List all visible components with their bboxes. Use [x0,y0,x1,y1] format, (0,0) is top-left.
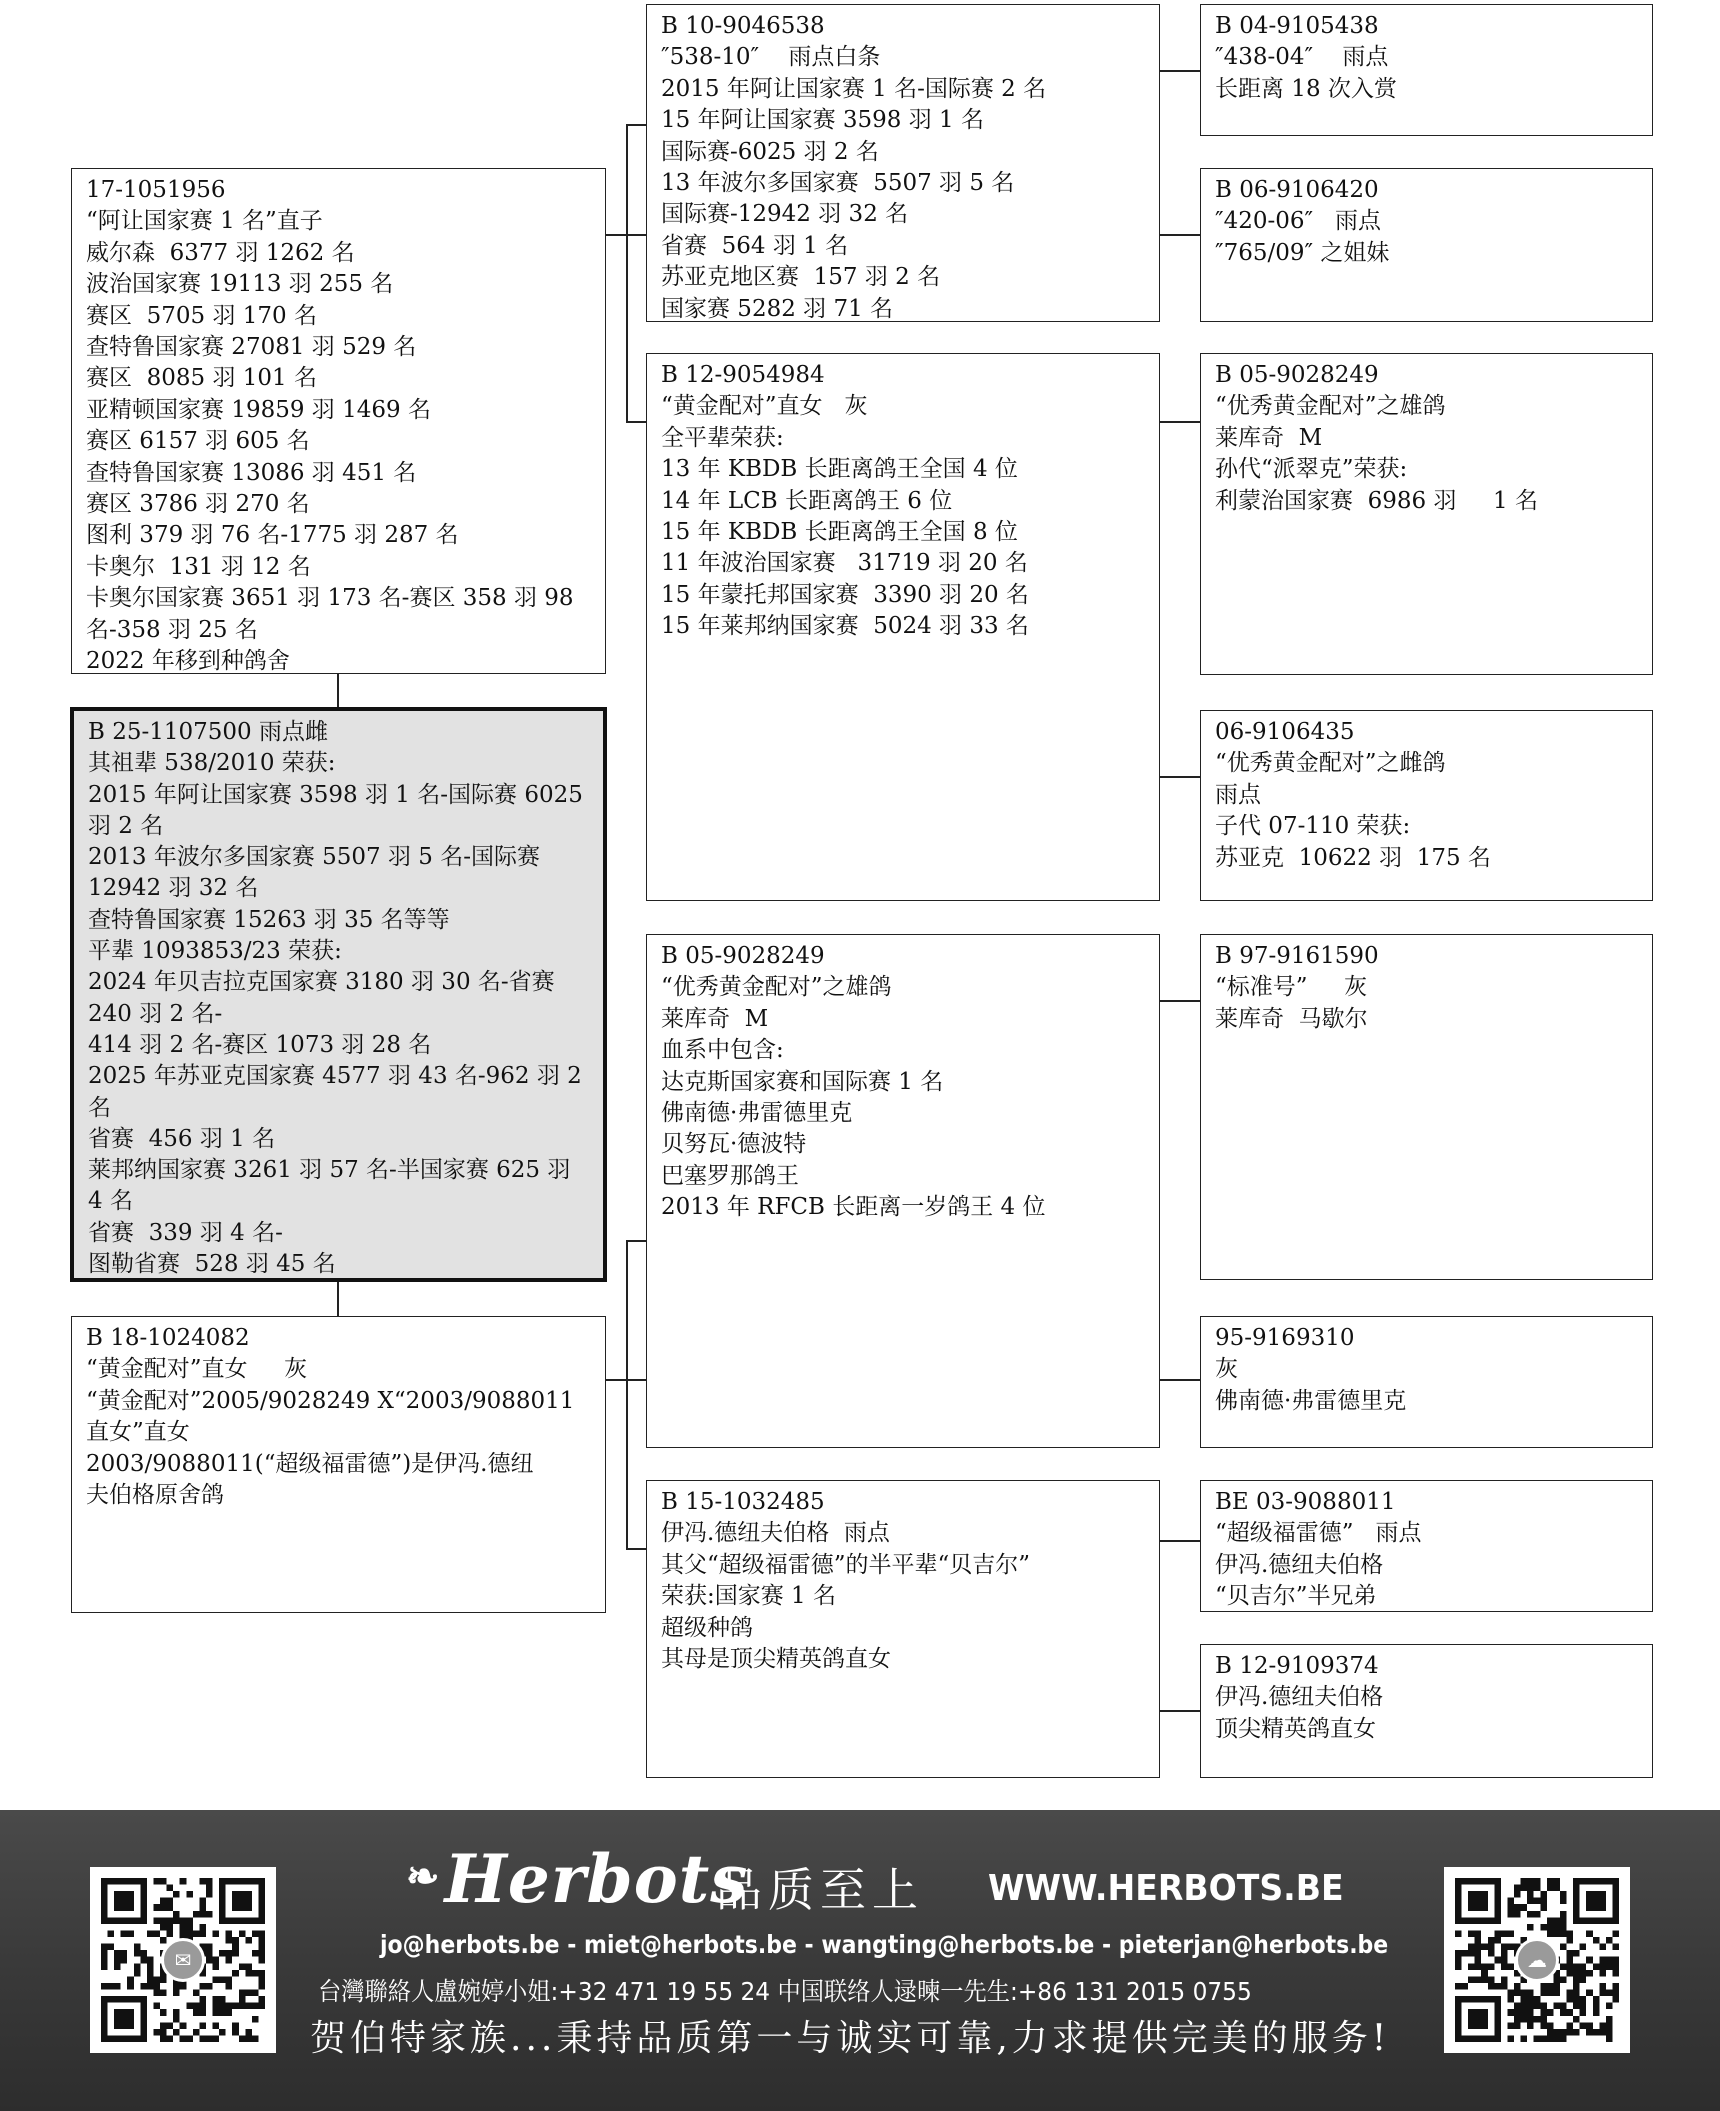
card-line: 波治国家赛 19113 羽 255 名 [86,271,394,298]
card-line: 省赛 564 羽 1 名 [661,232,849,259]
line-qr-code[interactable] [90,1867,276,2053]
card-line: B 05-9028249 [1215,362,1379,388]
card-line: “优秀黄金配对”之雄鸽 [661,974,892,1001]
card-line: 卡奥尔 131 羽 12 名 [86,553,311,580]
card-line: 卡奥尔国家赛 3651 羽 173 名-赛区 358 羽 98 [86,585,574,612]
card-line: 直女”直女 [86,1419,190,1446]
card-line: B 05-9028249 [661,943,825,969]
card-line: 2013 年波尔多国家赛 5507 羽 5 名-国际赛 [88,844,541,871]
card-line: 莱库奇 M [661,1005,769,1032]
card-line: 06-9106435 [1215,719,1355,745]
line-icon: ✉ [161,1938,205,1982]
card-line: 顶尖精英鸽直女 [1215,1715,1376,1742]
card-line: 2022 年移到种鸽舍 [86,648,290,675]
card-line: 15 年莱邦纳国家赛 5024 羽 33 名 [661,613,1029,640]
card-line: 莱库奇 马歇尔 [1215,1005,1368,1032]
card-line: 12942 羽 32 名 [88,875,259,902]
card-line: 伊冯.德纽夫伯格 [1215,1551,1384,1578]
connector [337,1280,339,1316]
card-line: 名 [88,1094,111,1121]
sire-card [71,168,606,674]
slogan: 品质至上 [716,1863,924,1917]
card-line: B 18-1024082 [86,1325,250,1351]
connector [1159,776,1201,778]
card-line: 其祖辈 538/2010 荣获: [88,750,336,777]
card-line: 达克斯国家赛和国际赛 1 名 [661,1068,944,1095]
card-line: “黄金配对”直女 灰 [86,1356,308,1383]
card-line: 赛区 8085 羽 101 名 [86,365,317,392]
card-line: 赛区 3786 羽 270 名 [86,491,310,518]
card-line: 图利 379 羽 76 名-1775 羽 287 名 [86,522,459,549]
family-motto: 贺伯特家族...秉持品质第一与诚实可靠,力求提供完美的服务! [310,2018,1391,2059]
card-line: 11 年波治国家赛 31719 羽 20 名 [661,550,1028,577]
card-line: 莱库奇 M [1215,424,1323,451]
connector [337,673,339,711]
card-line: “黄金配对”直女 灰 [661,393,868,420]
card-line: 超级种鸽 [661,1614,753,1641]
card-line: 巴塞罗那鸽王 [661,1162,799,1189]
sire-dam-card [646,353,1160,901]
connector [1159,1710,1201,1712]
card-line: 省赛 339 羽 4 名- [88,1219,283,1246]
card-line: 15 年蒙托邦国家赛 3390 羽 20 名 [661,581,1029,608]
dam-dam-dam-card [1200,1644,1653,1778]
card-line: 13 年 KBDB 长距离鸽王全国 4 位 [661,456,1018,483]
connector [626,1240,628,1548]
phone-contacts: 台灣聯絡人盧婉婷小姐:+32 471 19 55 24 中国联络人逯暕一先生:+86 131 2015 0755 [318,1977,1252,2006]
dam-sire-dam-card [1200,1316,1653,1448]
card-line: 孙代“派翠克”荣获: [1215,456,1408,483]
card-line: 国际赛-12942 羽 32 名 [661,201,909,228]
wechat-icon: ☁ [1515,1938,1559,1982]
connector [1159,70,1201,72]
card-line: 15 年 KBDB 长距离鸽王全国 8 位 [661,519,1018,546]
card-line: 14 年 LCB 长距离鸽王 6 位 [661,487,953,514]
dam-sire-sire-card [1200,934,1653,1280]
card-line: 长距离 18 次入赏 [1215,75,1397,102]
sire-sire-dam-card [1200,168,1653,322]
subject-pigeon-card [70,707,607,1282]
connector [1159,1379,1201,1381]
connector [626,124,628,422]
card-line: 苏亚克地区赛 157 羽 2 名 [661,264,941,291]
sire-dam-sire-card [1200,353,1653,675]
card-line: 2024 年贝吉拉克国家赛 3180 羽 30 名-省赛 [88,969,555,996]
card-line: BE 03-9088011 [1215,1489,1396,1515]
card-line: ″438-04″ 雨点 [1215,44,1389,71]
card-line: 名-358 羽 25 名 [86,616,258,643]
card-line: ″765/09″ 之姐妹 [1215,239,1390,266]
card-line: B 10-9046538 [661,13,825,39]
card-line: 2003/9088011(“超级福雷德”)是伊冯.德纽 [86,1450,534,1477]
card-line: 贝努瓦·德波特 [661,1131,807,1158]
card-line: “贝吉尔”半兄弟 [1215,1583,1377,1610]
dam-sire-card [646,934,1160,1448]
sire-sire-sire-card [1200,4,1653,136]
connector [1159,1540,1201,1542]
card-line: 2015 年阿让国家赛 3598 羽 1 名-国际赛 6025 [88,781,583,808]
card-line: B 06-9106420 [1215,177,1379,203]
dam-dam-sire-card [1200,1480,1653,1612]
card-line: 羽 2 名 [88,812,164,839]
connector [626,124,647,126]
card-line: 荣获:国家赛 1 名 [661,1583,837,1610]
card-line: 15 年阿让国家赛 3598 羽 1 名 [661,107,984,134]
card-line: 2015 年阿让国家赛 1 名-国际赛 2 名 [661,75,1047,102]
card-line: B 97-9161590 [1215,943,1379,969]
card-line: B 12-9109374 [1215,1653,1379,1679]
card-line: 17-1051956 [86,177,226,203]
dam-dam-card [646,1480,1160,1778]
card-line: B 25-1107500 雨点雌 [88,719,328,745]
card-line: 伊冯.德纽夫伯格 [1215,1684,1384,1711]
herbots-logo [406,1840,748,1918]
sire-dam-dam-card [1200,710,1653,901]
card-line: 伊冯.德纽夫伯格 雨点 [661,1520,890,1547]
card-line: 其母是顶尖精英鸽直女 [661,1646,891,1673]
connector [1159,1000,1201,1002]
connector [626,421,647,423]
card-line: 13 年波尔多国家赛 5507 羽 5 名 [661,170,1015,197]
card-line: 查特鲁国家赛 27081 羽 529 名 [86,334,417,361]
connector [1159,421,1201,423]
card-line: “超级福雷德” 雨点 [1215,1520,1422,1547]
card-line: 赛区 6157 羽 605 名 [86,428,310,455]
card-line: “优秀黄金配对”之雌鸽 [1215,750,1446,777]
card-line: “阿让国家赛 1 名”直子 [86,208,323,235]
connector [626,1548,647,1550]
website-link[interactable]: WWW.HERBOTS.BE [988,1868,1344,1909]
card-line: 苏亚克 10622 羽 175 名 [1215,844,1491,871]
sire-sire-card [646,4,1160,322]
card-line: 国际赛-6025 羽 2 名 [661,138,879,165]
card-line: 赛区 5705 羽 170 名 [86,302,317,329]
card-line: 4 名 [88,1188,133,1215]
brand-name: Herbots [444,1840,749,1918]
card-line: 2025 年苏亚克国家赛 4577 羽 43 名-962 羽 2 [88,1063,582,1090]
card-line: 2013 年 RFCB 长距离一岁鸽王 4 位 [661,1194,1046,1221]
card-line: 95-9169310 [1215,1325,1355,1351]
card-line: 雨点 [1215,781,1261,808]
wechat-qr-code[interactable] [1444,1867,1630,2053]
card-line: “黄金配对”2005/9028249 X“2003/9088011 [86,1387,575,1414]
card-line: “优秀黄金配对”之雄鸽 [1215,393,1446,420]
card-line: 夫伯格原舍鸽 [86,1482,224,1509]
card-line: 血系中包含: [661,1037,784,1064]
card-line: 省赛 456 羽 1 名 [88,1125,276,1152]
card-line: B 04-9105438 [1215,13,1379,39]
card-line: 佛南德·弗雷德里克 [1215,1387,1407,1414]
card-line: 平辈 1093853/23 荣获: [88,938,342,965]
email-contacts[interactable]: jo@herbots.be - miet@herbots.be - wangting@herbots.be - pieterjan@herbots.be [380,1930,1389,1959]
card-line: “标准号” 灰 [1215,974,1368,1001]
connector [626,1240,647,1242]
connector [1159,234,1201,236]
card-line: B 12-9054984 [661,362,825,388]
card-line: 佛南德·弗雷德里克 [661,1100,853,1127]
card-line: 其父“超级福雷德”的半平辈“贝吉尔” [661,1551,1031,1578]
card-line: 国家赛 5282 羽 71 名 [661,295,894,322]
card-line: 灰 [1215,1356,1238,1383]
card-line: 子代 07-110 荣获: [1215,813,1411,840]
card-line: B 15-1032485 [661,1489,825,1515]
card-line: 414 羽 2 名-赛区 1073 羽 28 名 [88,1031,432,1058]
card-line: 全平辈荣获: [661,424,784,451]
card-line: 240 羽 2 名- [88,1000,223,1027]
dam-card [71,1316,606,1613]
card-line: 利蒙治国家赛 6986 羽 1 名 [1215,487,1538,514]
card-line: 莱邦纳国家赛 3261 羽 57 名-半国家赛 625 羽 [88,1157,571,1184]
card-line: ″538-10″ 雨点白条 [661,44,881,71]
card-line: 威尔森 6377 羽 1262 名 [86,239,355,266]
card-line: 查特鲁国家赛 13086 羽 451 名 [86,459,417,486]
card-line: 查特鲁国家赛 15263 羽 35 名等等 [88,906,450,933]
feather-icon: ❧ [406,1853,441,1900]
card-line: ″420-06″ 雨点 [1215,208,1382,235]
card-line: 亚精顿国家赛 19859 羽 1469 名 [86,396,431,423]
card-line: 图勒省赛 528 羽 45 名 [88,1251,336,1278]
